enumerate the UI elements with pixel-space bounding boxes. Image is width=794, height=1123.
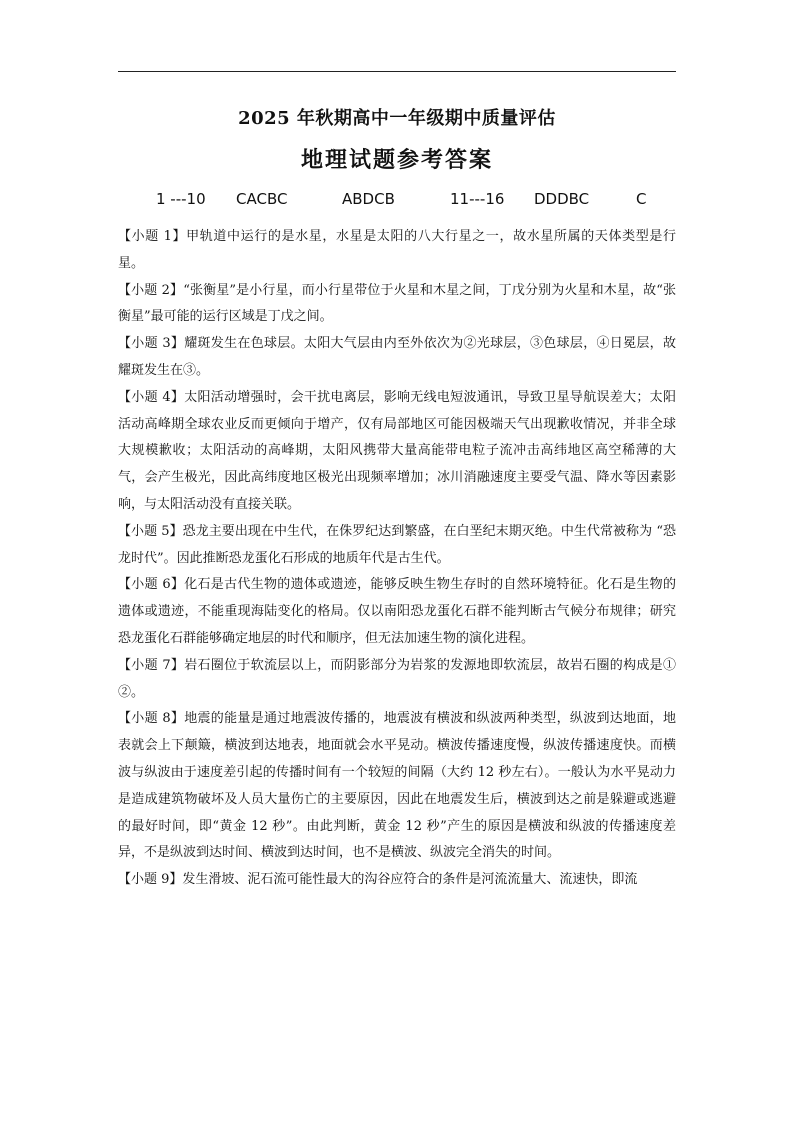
answer-group-1: CACBC bbox=[236, 190, 288, 208]
item-text: 恐龙主要出现在中生代，在侏罗纪达到繁盛，在白垩纪末期灭绝。中生代常被称为 “恐龙时代”。因此推断恐龙蛋化石形成的地质年代是古生代。 bbox=[118, 523, 677, 566]
answer-group-2: ABDCB bbox=[342, 190, 395, 208]
explanations bbox=[118, 224, 676, 894]
item-label: 【小题 3】 bbox=[118, 336, 185, 352]
item-text: 太阳活动增强时，会干扰电离层，影响无线电短波通讯，导致卫星导航误差大；太阳活动高峰期全球农业反而更倾向于增产，仅有局部地区可能因极端天气出现歉收情况，并非全球大规模歉收；太阳活动的高峰期，太阳风携带大量高能带电粒子流冲击高纬地区高空稀薄的大气，会产生极光，因此高纬度地区极光出现频率增加；冰川消融速度主要受气温、降水等因素影响，与太阳活动没有直接关联。 bbox=[118, 389, 676, 512]
item-text: 耀斑发生在色球层。太阳大气层由内至外依次为②光球层，③色球层，④日冕层，故耀斑发生在③。 bbox=[118, 336, 676, 378]
item-text: 化石是古代生物的遗体或遗迹，能够反映生物生存时的自然环境特征。化石是生物的遗体或遗迹，不能重现海陆变化的格局。仅以南阳恐龙蛋化石群不能判断古气候分布规律；研究恐龙蛋化石群能够确定地层的时代和顺序，但无法加速生物的演化进程。 bbox=[118, 577, 676, 646]
item-text: “张衡星”是小行星，而小行星带位于火星和木星之间，丁戊分别为火星和木星，故“张衡星”最可能的运行区域是丁戊之间。 bbox=[118, 282, 676, 325]
item-text: 岩石圈位于软流层以上，而阴影部分为岩浆的发源地即软流层，故岩石圈的构成是①②。 bbox=[118, 657, 676, 700]
item-label: 【小题 9】 bbox=[118, 872, 183, 888]
explanation-item-9 bbox=[118, 867, 676, 894]
explanation-item-6 bbox=[118, 572, 676, 652]
item-text: 甲轨道中运行的是水星，水星是太阳的八大行星之一，故水星所属的天体类型是行星。 bbox=[118, 229, 676, 271]
item-label: 【小题 6】 bbox=[118, 577, 185, 593]
answer-group-3: DDDBC bbox=[534, 190, 590, 208]
item-label: 【小题 2】 bbox=[118, 282, 184, 298]
answer-group-4: C bbox=[636, 190, 647, 208]
item-text: 发生滑坡、泥石流可能性最大的沟谷应符合的条件是河流流量大、流速快，即流 bbox=[182, 872, 638, 888]
answer-range-1: 1 ---10 bbox=[156, 190, 206, 208]
item-label: 【小题 1】 bbox=[118, 229, 187, 244]
answer-key-row bbox=[0, 190, 794, 212]
explanation-item-7 bbox=[118, 653, 676, 707]
item-label: 【小题 8】 bbox=[118, 711, 185, 727]
item-label: 【小题 7】 bbox=[118, 657, 185, 673]
explanation-item-5 bbox=[118, 519, 676, 573]
explanation-item-1 bbox=[118, 224, 676, 278]
answer-range-2: 11---16 bbox=[450, 190, 505, 208]
explanation-item-4 bbox=[118, 385, 676, 519]
explanation-item-3 bbox=[118, 331, 676, 385]
top-rule bbox=[118, 71, 676, 72]
explanation-item-2 bbox=[118, 278, 676, 332]
document-title: 2025 年秋期高中一年级期中质量评估 bbox=[238, 108, 556, 129]
item-text: 地震的能量是通过地震波传播的，地震波有横波和纵波两种类型，纵波到达地面，地表就会上下颠簸，横波到达地表，地面就会水平晃动。横波传播速度慢，纵波传播速度快。而横波与纵波由于速度差引起的传播时间有一个较短的间隔（大约 12 秒左右）。一般认为水平晃动力是造成建筑物破坏及人员大量伤亡的主要原因，因此在地震发生后，横波到达之前是躲避或逃避的最好时间，即“黄金 12 秒”。由此判断，黄金 12 秒”产生的原因是横波和纵波的传播速度差异，不是纵波到达时间、横波到达时间，也不是横波、纵波完全消失的时间。 bbox=[118, 711, 676, 861]
item-label: 【小题 4】 bbox=[118, 389, 185, 405]
explanation-item-8 bbox=[118, 706, 676, 867]
item-label: 【小题 5】 bbox=[118, 523, 183, 539]
document-subtitle: 地理试题参考答案 bbox=[300, 147, 493, 173]
